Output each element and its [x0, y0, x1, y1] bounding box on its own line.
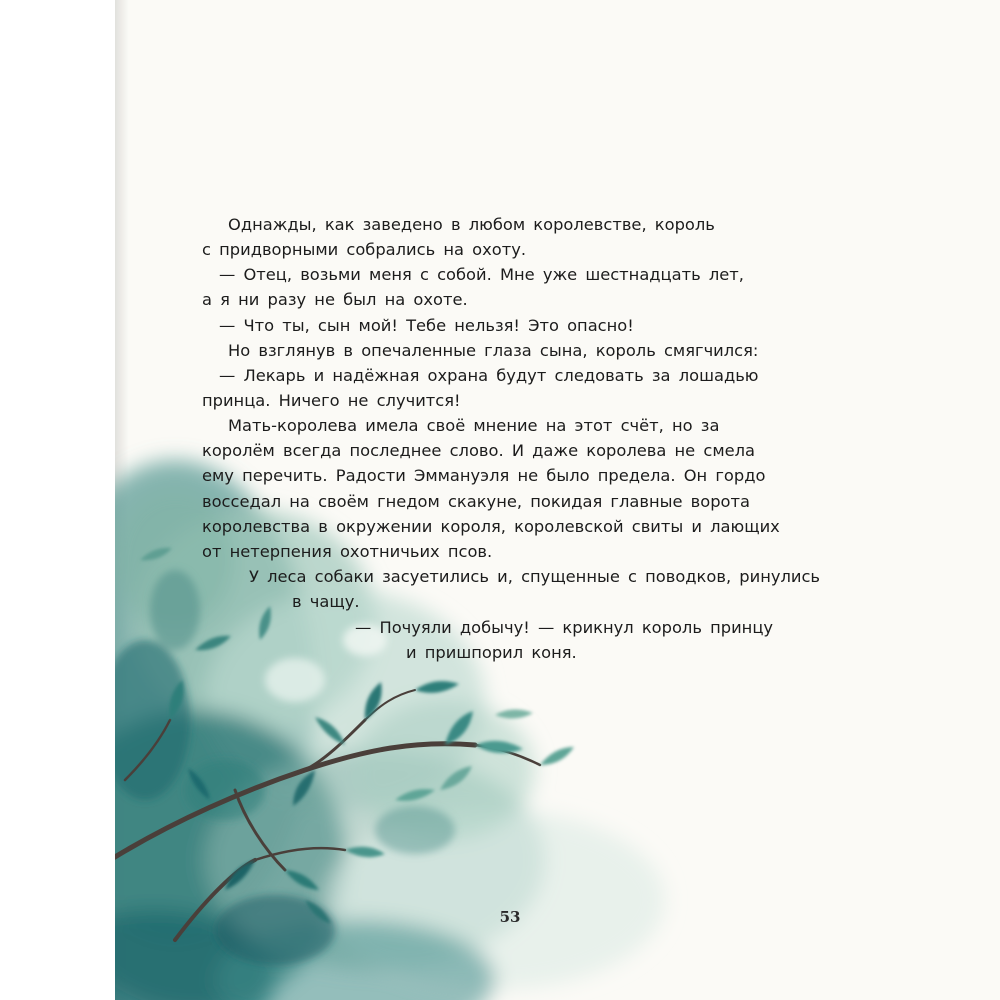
text-line: — Почуяли добычу! — крикнул король принцу — [355, 618, 774, 637]
story-text — [115, 0, 1000, 1000]
text-line: принца. Ничего не случится! — [202, 391, 461, 410]
book-page — [115, 0, 1000, 1000]
text-line: а я ни разу не был на охоте. — [202, 290, 468, 309]
text-line: в чащу. — [292, 592, 360, 611]
text-line: Однажды, как заведено в любом королевстве, король — [228, 215, 715, 234]
text-line: У леса собаки засуетились и, спущенные с поводков, ринулись — [249, 567, 821, 586]
text-line: королём всегда последнее слово. И даже королева не смела — [202, 441, 755, 460]
text-line: с придворными собрались на охоту. — [202, 240, 526, 259]
text-line: восседал на своём гнедом скакуне, покидая главные ворота — [202, 492, 750, 511]
text-line: королевства в окружении короля, королевской свиты и лающих — [202, 517, 780, 536]
text-line: — Отец, возьми меня с собой. Мне уже шестнадцать лет, — [219, 265, 744, 284]
text-line: и пришпорил коня. — [406, 643, 577, 662]
text-line: — Лекарь и надёжная охрана будут следовать за лошадью — [219, 366, 759, 385]
text-line: ему перечить. Радости Эммануэля не было предела. Он гордо — [202, 466, 766, 485]
text-line: Мать-королева имела своё мнение на этот счёт, но за — [228, 416, 720, 435]
text-line: Но взглянув в опечаленные глаза сына, король смягчился: — [228, 341, 759, 360]
text-line: от нетерпения охотничьих псов. — [202, 542, 493, 561]
page-number: 53 — [499, 908, 521, 926]
text-line: — Что ты, сын мой! Тебе нельзя! Это опасно! — [219, 316, 634, 335]
